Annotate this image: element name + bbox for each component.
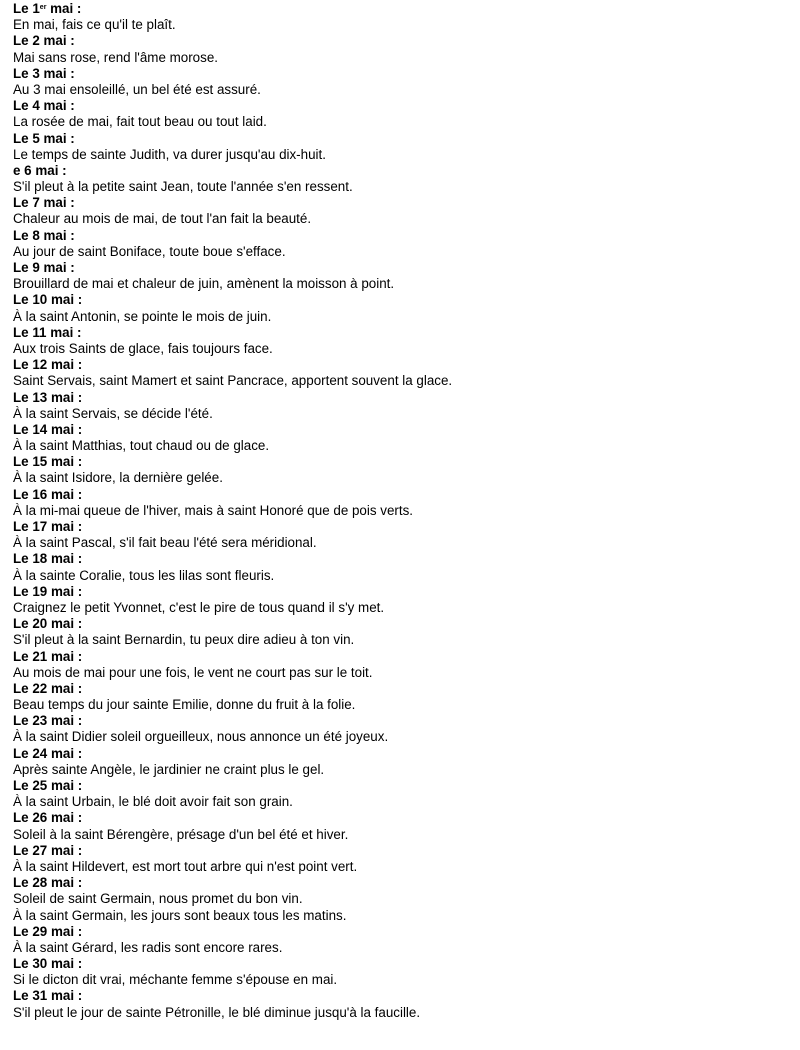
proverb-line: À la saint Pascal, s'il fait beau l'été sera méridional. [13, 535, 317, 551]
day-heading-text: Le 20 mai : [13, 616, 83, 632]
proverb-line: S'il pleut le jour de sainte Pétronille, le blé diminue jusqu'à la faucille. [13, 1004, 421, 1020]
day-heading [13, 924, 800, 940]
day-heading-text: Le 11 mai : [13, 324, 82, 340]
day-heading [13, 98, 800, 114]
proverb-line: Craignez le petit Yvonnet, c'est le pire de tous quand il s'y met. [13, 599, 385, 615]
day-heading [13, 292, 800, 308]
day-heading-text: Le 19 mai : [13, 583, 83, 599]
day-heading-text: Le 31 mai : [13, 988, 83, 1004]
day-heading-tail: mai : [46, 1, 82, 16]
day-heading-text: Le 8 mai : [13, 227, 75, 243]
day-entry [13, 163, 800, 195]
day-heading [13, 875, 800, 891]
proverb-line: S'il pleut à la petite saint Jean, toute l'année s'en ressent. [13, 179, 353, 195]
proverb-line: À la saint Matthias, tout chaud ou de glace. [13, 438, 270, 454]
day-entry [13, 487, 800, 519]
day-heading-text: Le 21 mai : [13, 648, 83, 664]
day-heading-text: Le 2 mai : [13, 33, 75, 49]
day-entry [13, 195, 800, 227]
day-entry [13, 956, 800, 988]
day-heading-text: Le 17 mai : [13, 519, 83, 534]
day-heading-text: Le 3 mai : [13, 65, 75, 81]
day-entry [13, 33, 800, 65]
day-heading-text: Le 18 mai : [13, 551, 83, 567]
day-heading [13, 778, 800, 794]
day-entry [13, 924, 800, 956]
day-heading-text: Le 14 mai : [13, 421, 83, 437]
proverb-line: Au jour de saint Boniface, toute boue s'efface. [13, 243, 286, 259]
day-entry [13, 551, 800, 583]
day-heading [13, 519, 800, 535]
day-heading [13, 163, 800, 179]
day-heading [13, 33, 800, 49]
proverb-line: À la sainte Coralie, tous les lilas sont fleuris. [13, 567, 275, 583]
day-heading [13, 325, 800, 341]
proverb-line: Mai sans rose, rend l'âme morose. [13, 49, 218, 65]
proverb-line: En mai, fais ce qu'il te plaît. [13, 17, 176, 33]
day-entry [13, 681, 800, 713]
day-entry [13, 66, 800, 98]
proverb-line: Le temps de sainte Judith, va durer jusqu'au dix-huit. [13, 146, 326, 162]
day-heading-text: Le 16 mai : [13, 486, 83, 502]
day-heading [13, 551, 800, 567]
proverb-line: Soleil à la saint Bérengère, présage d'un bel été et hiver. [13, 826, 349, 842]
day-entry [13, 649, 800, 681]
day-heading [13, 956, 800, 972]
day-heading [13, 810, 800, 826]
day-heading [13, 195, 800, 211]
day-heading-text: Le 29 mai : [13, 923, 83, 939]
day-heading [13, 260, 800, 276]
day-entry [13, 810, 800, 842]
proverb-line: À la saint Hildevert, est mort tout arbre qui n'est point vert. [13, 858, 358, 874]
day-heading [13, 616, 800, 632]
day-heading [13, 1, 800, 17]
day-heading [13, 454, 800, 470]
day-heading [13, 390, 800, 406]
proverb-line: S'il pleut à la saint Bernardin, tu peux dire adieu à ton vin. [13, 632, 355, 648]
day-heading-text: Le 15 mai : [13, 454, 83, 470]
day-entry [13, 228, 800, 260]
proverb-line: À la saint Gérard, les radis sont encore rares. [13, 939, 283, 955]
proverb-line: Soleil de saint Germain, nous promet du bon vin. [13, 891, 303, 907]
day-heading-text: Le 30 mai : [13, 956, 83, 972]
day-heading-text: Le 4 mai : [13, 98, 75, 114]
day-entry [13, 519, 800, 551]
proverb-line: Saint Servais, saint Mamert et saint Pancrace, apportent souvent la glace. [13, 373, 453, 389]
proverb-line: Chaleur au mois de mai, de tout l'an fait la beauté. [13, 211, 312, 227]
day-entry [13, 988, 800, 1020]
day-heading-text: e 6 mai : [13, 162, 67, 178]
day-entry [13, 422, 800, 454]
proverb-line: À la saint Isidore, la dernière gelée. [13, 470, 223, 486]
day-heading [13, 584, 800, 600]
proverb-line: Après sainte Angèle, le jardinier ne craint plus le gel. [13, 761, 325, 777]
day-heading [13, 988, 800, 1004]
day-heading-ordinal: er [39, 4, 47, 11]
day-entry [13, 875, 800, 924]
day-heading-text: Le 9 mai : [13, 260, 75, 275]
day-heading-text: Le 28 mai : [13, 875, 83, 891]
day-heading-text: Le 25 mai : [13, 778, 83, 793]
proverb-line: À la saint Didier soleil orgueilleux, nous annonce un été joyeux. [13, 729, 389, 745]
proverb-line: À la saint Antonin, se pointe le mois de juin. [13, 308, 272, 324]
day-heading [13, 746, 800, 762]
proverb-line: Au 3 mai ensoleillé, un bel été est assuré. [13, 81, 261, 97]
day-heading [13, 681, 800, 697]
day-entry [13, 843, 800, 875]
day-heading-text: Le 22 mai : [13, 680, 83, 696]
day-entry [13, 746, 800, 778]
day-heading [13, 131, 800, 147]
day-heading-text: Le 27 mai : [13, 842, 83, 858]
day-heading-text: Le 10 mai : [13, 292, 83, 308]
proverb-line: Si le dicton dit vrai, méchante femme s'épouse en mai. [13, 972, 338, 988]
day-heading [13, 713, 800, 729]
proverb-line: Beau temps du jour sainte Emilie, donne du fruit à la folie. [13, 697, 356, 713]
proverb-line: Aux trois Saints de glace, fais toujours face. [13, 340, 273, 356]
day-heading-text: Le 5 mai : [13, 130, 75, 146]
day-entry [13, 260, 800, 292]
day-heading [13, 357, 800, 373]
proverb-line: À la saint Servais, se décide l'été. [13, 405, 213, 421]
day-heading-text: Le 26 mai : [13, 810, 83, 826]
proverb-line: Brouillard de mai et chaleur de juin, amènent la moisson à point. [13, 276, 395, 292]
proverb-line: Au mois de mai pour une fois, le vent ne court pas sur le toit. [13, 664, 373, 680]
day-heading [13, 66, 800, 82]
day-entry [13, 778, 800, 810]
day-heading [13, 649, 800, 665]
day-entry [13, 131, 800, 163]
day-entry [13, 98, 800, 130]
day-heading-text: Le 1 [13, 1, 40, 16]
proverb-line: À la saint Germain, les jours sont beaux tous les matins. [13, 907, 347, 923]
proverb-line: À la mi-mai queue de l'hiver, mais à saint Honoré que de pois verts. [13, 502, 414, 518]
day-entry [13, 325, 800, 357]
day-heading [13, 422, 800, 438]
day-heading-text: Le 7 mai : [13, 195, 75, 211]
day-heading-text: Le 23 mai : [13, 713, 83, 729]
day-heading [13, 487, 800, 503]
day-entry [13, 1, 800, 33]
day-heading [13, 843, 800, 859]
day-entry [13, 713, 800, 745]
day-entry [13, 390, 800, 422]
day-heading-text: Le 24 mai : [13, 745, 83, 761]
day-heading-text: Le 13 mai : [13, 389, 83, 405]
day-entry [13, 454, 800, 486]
day-entry [13, 616, 800, 648]
day-heading-text: Le 12 mai : [13, 357, 83, 373]
day-entry [13, 292, 800, 324]
proverb-line: À la saint Urbain, le blé doit avoir fait son grain. [13, 794, 293, 810]
day-entry [13, 357, 800, 389]
proverb-line: La rosée de mai, fait tout beau ou tout laid. [13, 114, 267, 130]
day-entry [13, 584, 800, 616]
day-heading [13, 228, 800, 244]
